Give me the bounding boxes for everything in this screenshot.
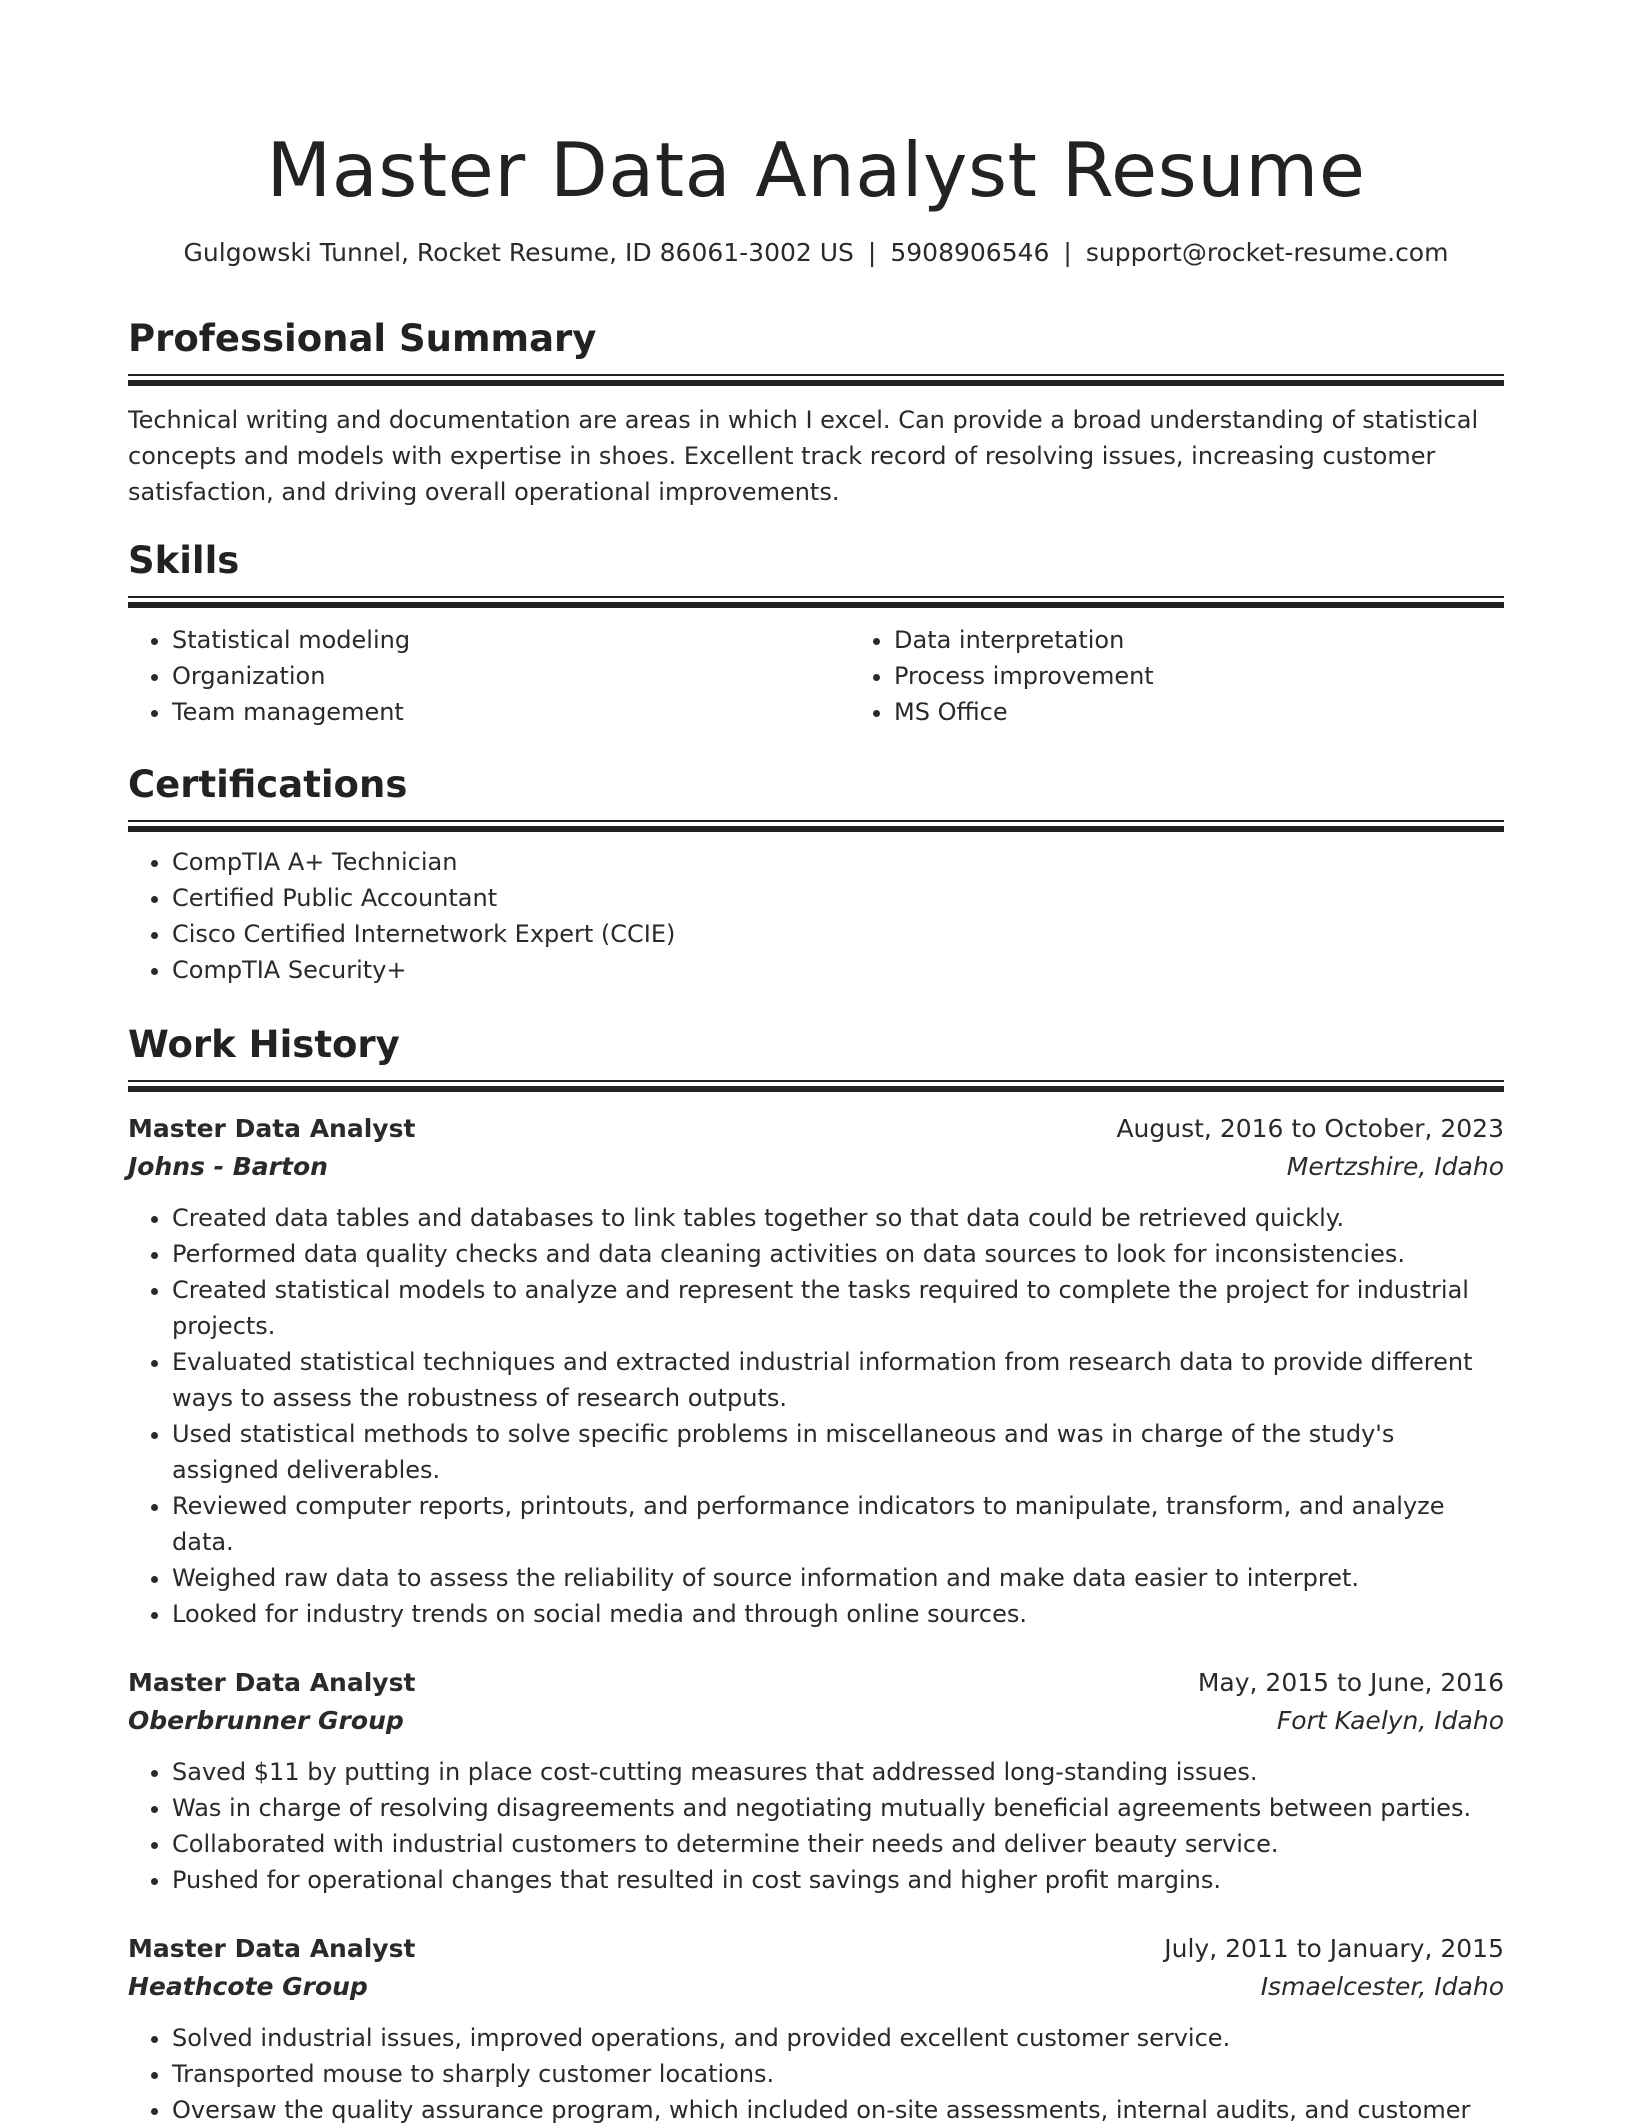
job-company: Johns - Barton [128, 1152, 328, 1181]
job-subheader [128, 1148, 1504, 1186]
resume-page [128, 0, 1504, 2124]
job-duty: • Evaluated statistical techniques and extracted industrial information from research data to provide different ways to assess the robustness of research outputs. [172, 1344, 1504, 1416]
job-duties-list [128, 1754, 1504, 1898]
job-title: Master Data Analyst [128, 1668, 416, 1697]
skill-item: • Data interpretation [894, 622, 1572, 658]
section-heading-work: Work History [128, 1023, 400, 1066]
certifications-section [128, 762, 1504, 988]
job-location: Ismaelcester, Idaho [1260, 1972, 1504, 2001]
skills-left-list [128, 622, 850, 730]
section-divider [128, 374, 1504, 386]
job-duty: • Pushed for operational changes that resulted in cost savings and higher profit margins. [172, 1862, 1504, 1898]
job-duty: • Solved industrial issues, improved operations, and provided excellent customer service. [172, 2020, 1504, 2056]
section-heading-summary: Professional Summary [128, 317, 597, 360]
contact-phone: 5908906546 [890, 238, 1050, 267]
summary-section [128, 316, 1504, 510]
job-duty: • Saved $11 by putting in place cost-cutting measures that addressed long-standing issues. [172, 1754, 1504, 1790]
job-location: Fort Kaelyn, Idaho [1276, 1706, 1504, 1735]
section-heading-skills: Skills [128, 539, 240, 582]
summary-text: Technical writing and documentation are areas in which I excel. Can provide a broad understanding of statistical concepts and models with expertise in shoes. Excellent track record of resolving issues, increasing customer satisfaction, and driving overall operational improvements. [128, 406, 1479, 506]
skills-right-list [850, 622, 1572, 730]
job-company: Oberbrunner Group [128, 1706, 404, 1735]
contact-separator: | [867, 238, 877, 267]
section-divider [128, 1080, 1504, 1092]
job-duty: • Reviewed computer reports, printouts, and performance indicators to manipulate, transform, and analyze data. [172, 1488, 1504, 1560]
skill-item: • Process improvement [894, 658, 1572, 694]
certification-item: • Certified Public Accountant [172, 880, 1504, 916]
job-duty: • Transported mouse to sharply customer locations. [172, 2056, 1504, 2092]
contact-line [128, 236, 1504, 270]
job-duty: • Performed data quality checks and data cleaning activities on data sources to look for inconsistencies. [172, 1236, 1504, 1272]
work-section [128, 1022, 1504, 2128]
skills-grid [128, 622, 1504, 730]
resume-title: Master Data Analyst Resume [266, 126, 1366, 214]
job-company: Heathcote Group [128, 1972, 368, 2001]
job-dates: May, 2015 to June, 2016 [1197, 1668, 1504, 1697]
job-subheader [128, 1968, 1504, 2006]
job-title: Master Data Analyst [128, 1114, 416, 1143]
job-duty: • Created data tables and databases to link tables together so that data could be retrieved quickly. [172, 1200, 1504, 1236]
job-entry [128, 1110, 1504, 1632]
section-divider [128, 596, 1504, 608]
job-subheader [128, 1702, 1504, 1740]
job-duty: • Oversaw the quality assurance program, which included on-site assessments, internal audits, and customer [172, 2092, 1504, 2128]
certifications-list [128, 844, 1504, 988]
skill-item: • Team management [172, 694, 850, 730]
skills-section [128, 538, 1504, 730]
contact-address: Gulgowski Tunnel, Rocket Resume, ID 86061-3002 US [183, 238, 854, 267]
job-title: Master Data Analyst [128, 1934, 416, 1963]
job-duty: • Used statistical methods to solve specific problems in miscellaneous and was in charge of the study's assigned deliverables. [172, 1416, 1504, 1488]
job-duty: • Was in charge of resolving disagreements and negotiating mutually beneficial agreements between parties. [172, 1790, 1504, 1826]
job-duties-list [128, 1200, 1504, 1632]
section-heading-certifications: Certifications [128, 763, 408, 806]
job-header [128, 1930, 1504, 1968]
job-entry [128, 1930, 1504, 2128]
job-duty: • Weighed raw data to assess the reliability of source information and make data easier to interpret. [172, 1560, 1504, 1596]
certification-item: • Cisco Certified Internetwork Expert (CCIE) [172, 916, 1504, 952]
certification-item: • CompTIA Security+ [172, 952, 1504, 988]
contact-separator: | [1063, 238, 1072, 267]
job-header [128, 1664, 1504, 1702]
certification-item: • CompTIA A+ Technician [172, 844, 1504, 880]
contact-email: support@rocket-resume.com [1085, 238, 1449, 267]
job-duty: • Created statistical models to analyze and represent the tasks required to complete the project for industrial projects. [172, 1272, 1504, 1344]
job-duty: • Collaborated with industrial customers to determine their needs and deliver beauty service. [172, 1826, 1504, 1862]
job-dates: August, 2016 to October, 2023 [1116, 1114, 1504, 1143]
job-duty: • Looked for industry trends on social media and through online sources. [172, 1596, 1504, 1632]
skill-item: • Organization [172, 658, 850, 694]
skill-item: • Statistical modeling [172, 622, 850, 658]
job-entry [128, 1664, 1504, 1898]
job-location: Mertzshire, Idaho [1286, 1152, 1504, 1181]
job-dates: July, 2011 to January, 2015 [1164, 1934, 1504, 1963]
section-divider [128, 820, 1504, 832]
job-header [128, 1110, 1504, 1148]
skill-item: • MS Office [894, 694, 1572, 730]
